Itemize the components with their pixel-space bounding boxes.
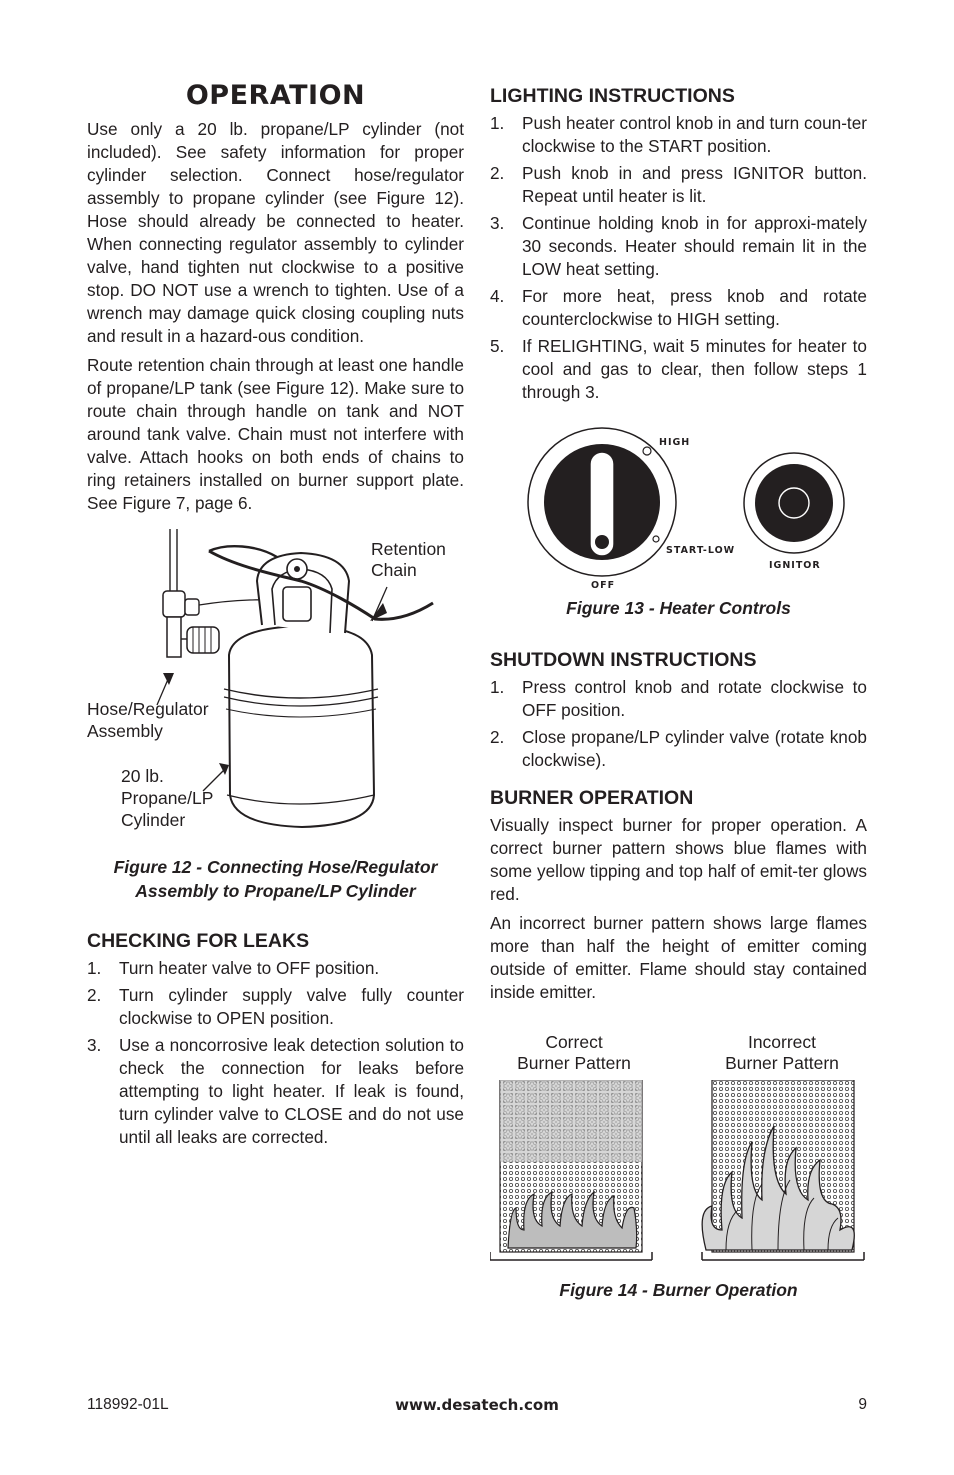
incorrect-burner-pattern [702,1080,864,1260]
shutdown-heading: SHUTDOWN INSTRUCTIONS [490,649,757,671]
step-number: 2. [87,985,102,1005]
list-item [87,984,464,1030]
correct-burner-pattern [490,1080,652,1260]
list-item [490,112,867,158]
step-text: Turn cylinder supply valve fully counter clockwise to OPEN position. [119,985,464,1028]
doc-number: 118992-01L [87,1396,169,1413]
intro-paragraph-1: Use only a 20 lb. propane/LP cylinder (not included). See safety information for proper cylinder selection. Connect hose/regulator assembly to propane cylinder (see Figure 12). Hose should already be connected to heater. When connecting regulator assembly to cylinder valve, hand tighten nut clockwise to a positive stop. DO NOT use a wrench to tighten. Use of a wrench may damage quick closing coupling nuts and result in a hazard-ous condition. [87,119,464,346]
list-item [490,676,867,722]
retention-chain-label-2: Chain [371,560,417,580]
step-text: Push knob in and press IGNITOR button. Repeat until heater is lit. [522,163,867,206]
figure-14-caption: Figure 14 - Burner Operation [559,1280,798,1300]
intro-paragraph-2: Route retention chain through at least one handle of propane/LP tank (see Figure 12). Make sure to route chain through handle on tank and NOT around tank valve. Chain must not interfere with valve. Attach hooks on both ends of chains to ring retainers installed on burner support plate. See Figure 7, page 6. [87,355,464,513]
hose-regulator-label-2: Assembly [87,721,163,741]
step-text: Use a noncorrosive leak detection solution to check the connection for leaks before attempting to light heater. If leak is found, turn cylinder valve to CLOSE and do not use until all leaks are corrected. [119,1035,464,1147]
list-item [490,335,867,404]
page-title: OPERATION [185,80,366,111]
cylinder-label-1: 20 lb. [121,766,164,786]
step-number: 2. [490,727,505,747]
list-item [87,1034,464,1149]
figure-12-caption [87,855,464,903]
leaks-heading: CHECKING FOR LEAKS [87,930,310,952]
incorrect-label-2: Burner Pattern [725,1053,839,1073]
list-item [490,162,867,208]
step-number: 1. [490,113,505,133]
website-link[interactable]: www.desatech.com [395,1396,559,1414]
burner-paragraph-2: An incorrect burner pattern shows large flames more than half the height of emitter coming outside of emitter. Flame should stay contained inside emitter. [490,913,867,1002]
figure-12 [87,529,464,849]
correct-label-2: Burner Pattern [517,1053,631,1073]
list-item [87,957,464,980]
step-text: Turn heater valve to OFF position. [119,958,380,978]
burner-patterns-illustration [490,1080,867,1280]
incorrect-label-1: Incorrect [747,1032,817,1052]
retention-chain-label-1: Retention [371,539,446,559]
step-number: 3. [87,1035,102,1055]
step-number: 1. [87,958,102,978]
burner-paragraph-1: Visually inspect burner for proper operation. A correct burner pattern shows blue flames with some yellow tipping and top half of emit-ter glows red. [490,815,867,904]
cylinder-label-2: Propane/LP [121,788,214,808]
lighting-heading: LIGHTING INSTRUCTIONS [490,85,735,107]
figure-13 [490,422,867,597]
lighting-steps-list [490,112,867,404]
figure-12-caption-line-1: Figure 12 - Connecting Hose/Regulator [113,857,438,877]
cylinder-label-3: Cylinder [121,810,186,830]
figure-13-caption: Figure 13 - Heater Controls [566,598,791,618]
shutdown-steps-list [490,676,867,772]
step-text: Press control knob and rotate clockwise to OFF position. [522,677,867,720]
right-column [490,84,867,1302]
step-number: 2. [490,163,505,183]
step-text: Push heater control knob in and turn coun-ter clockwise to the START position. [522,113,867,156]
burner-heading: BURNER OPERATION [490,787,694,809]
list-item [490,212,867,281]
list-item [490,726,867,772]
leaks-steps-list [87,957,464,1149]
step-text: If RELIGHTING, wait 5 minutes for heater to cool and gas to clear, then follow steps 1 through 3. [522,336,867,402]
left-column [87,78,464,1153]
ignitor-label: IGNITOR [769,560,821,571]
off-label: OFF [591,580,616,591]
list-item [490,285,867,331]
page-number: 9 [858,1396,867,1413]
correct-label-1: Correct [545,1032,603,1052]
high-label: HIGH [659,437,691,448]
figure-14 [490,1032,867,1282]
step-number: 3. [490,213,505,233]
step-number: 1. [490,677,505,697]
start-low-label: START-LOW [666,545,736,556]
step-text: For more heat, press knob and rotate counterclockwise to HIGH setting. [522,286,867,329]
hose-regulator-label-1: Hose/Regulator [87,699,209,719]
step-text: Close propane/LP cylinder valve (rotate knob clockwise). [522,727,867,770]
step-number: 4. [490,286,505,306]
ignitor-button [755,464,833,542]
step-number: 5. [490,336,505,356]
figure-12-caption-line-2: Assembly to Propane/LP Cylinder [135,881,416,901]
step-text: Continue holding knob in for approxi-mately 30 seconds. Heater should remain lit in the LOW heat setting. [522,213,867,279]
